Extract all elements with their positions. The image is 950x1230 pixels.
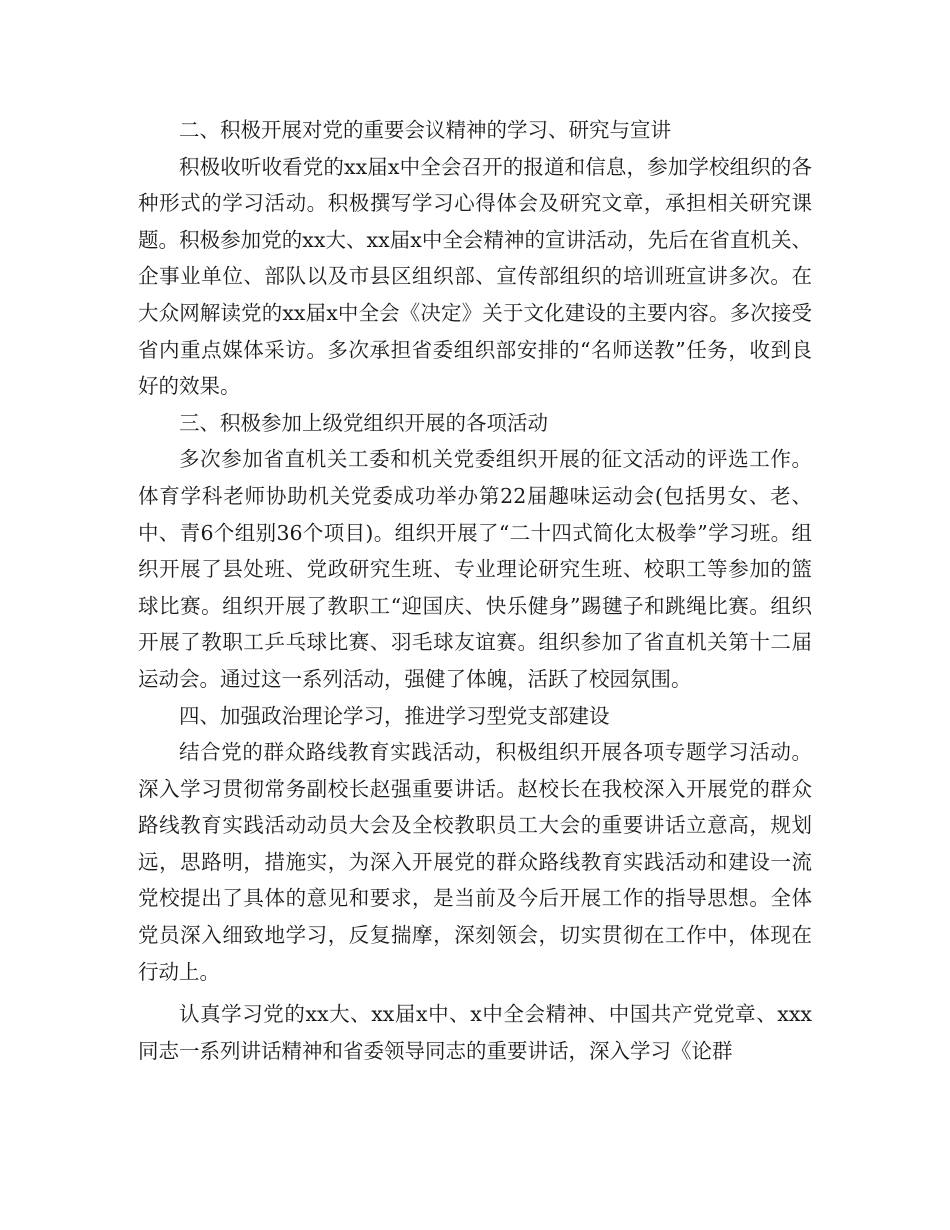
paragraph-political-study: 结合党的群众路线教育实践活动，积极组织开展各项专题学习活动。深入学习贯彻常务副校长赵强重要讲话。赵校长在我校深入开展党的群众路线教育实践活动动员大会及全校教职员工大会的重要讲话立意高，规划远，思路明，措施实，为深入开展党的群众路线教育实践活动和建设一流党校提出了具体的意见和要求，是当前及今后开展工作的指导思想。全体党员深入细致地学习，反复揣摩，深刻领会，切实贯彻在工作中，体现在行动上。 (138, 740, 812, 984)
section-heading-4: 四、加强政治理论学习，推进学习型党支部建设 (179, 703, 610, 728)
paragraph-earnest-study: 认真学习党的xx大、xx届x中、x中全会精神、中国共产党党章、xxx同志一系列讲话精神和省委领导同志的重要讲话，深入学习《论群 (138, 1002, 812, 1063)
section-heading-2: 二、积极开展对党的重要会议精神的学习、研究与宣讲 (179, 118, 671, 142)
paragraph-study-publicity: 积极收听收看党的xx届x中全会召开的报道和信息，参加学校组织的各种形式的学习活动。积极撰写学习心得体会及研究文章，承担相关研究课题。积极参加党的xx大、xx届x中全会精神的宣讲活动，先后在省直机关、企事业单位、部队以及市县区组织部、宣传部组织的培训班宣讲多次。在大众网解读党的xx届x中全会《决定》关于文化建设的主要内容。多次接受省内重点媒体采访。多次承担省委组织部安排的“名师送教”任务，收到良好的效果。 (138, 154, 812, 399)
document-body (138, 112, 812, 1069)
section-heading-3: 三、积极参加上级党组织开展的各项活动 (179, 410, 548, 435)
paragraph-activities: 多次参加省直机关工委和机关党委组织开展的征文活动的评选工作。体育学科老师协助机关党委成功举办第22届趣味运动会(包括男女、老、中、青6个组别36个项目)。组织开展了“二十四式简化太极拳”学习班。组织开展了县处班、党政研究生班、专业理论研究生班、校职工等参加的篮球比赛。组织开展了教职工“迎国庆、快乐健身”踢毽子和跳绳比赛。组织开展了教职工乒乓球比赛、羽毛球友谊赛。组织参加了省直机关第十二届运动会。通过这一系列活动，强健了体魄，活跃了校园氛围。 (138, 447, 812, 691)
